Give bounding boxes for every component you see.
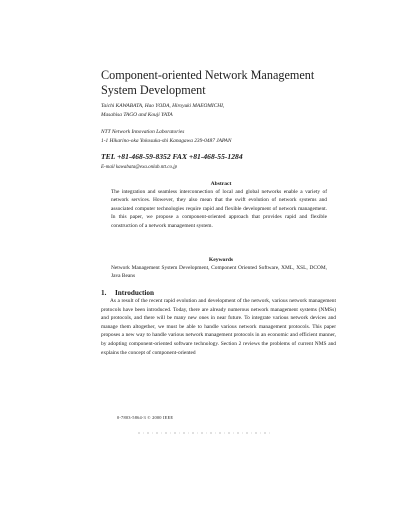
contact-phone-fax: TEL +81-468-59-8352 FAX +81-468-55-1284	[101, 152, 243, 161]
contact-email: E-mail kawabata@exa.onlab.ntt.co.jp	[101, 165, 178, 170]
keywords-heading: Keywords	[208, 257, 234, 263]
keywords-text: Network Management System Development, Component Oriented Software, XML, XSL, DCOM, Java Beans	[111, 265, 327, 280]
affiliation: NTT Network Innovation Laboratories 1-1 Hikarino-oka Yokosuka-shi Kanagawa 239-0487 JAPAN	[101, 129, 232, 144]
section-number: 1.	[101, 289, 107, 297]
introduction-text: As a result of the recent rapid evolution and development of the network, various network management protocols have been introduced. Today, there are already numerous network management systems (NMSs) and protocols, and there will be many new ones in near future. To integrate various network devices and manage them altogether, we must be able to handle various network management protocols. This paper proposes a new way to handle various network management protocols in an economic and efficient manner, by adopting component-oriented software technology. Section 2 reviews the problems of current NMS and explains the concept of component-oriented	[101, 298, 336, 356]
abstract-heading: Abstract	[210, 181, 232, 187]
copyright-footer: 0-7803-5864-3 © 2000 IEEE	[117, 415, 174, 420]
section-title: Introduction	[115, 289, 155, 297]
scan-artifact	[138, 432, 270, 434]
paper-title: Component-oriented Network Management System Development	[101, 68, 315, 97]
author-list: Taichi KAWABATA, Hao YODA, Hiroyuki MAEOMICHI, Masahisa TAGO and Kouji YATA	[101, 103, 225, 118]
abstract-text: The integration and seamless interconnection of local and global networks enable a variety of network services. However, they also mean that the swift evolution of network systems and associated computer technologies require rapid and flexible development of network management. In this paper, we propose a component-oriented approach that provides rapid and flexible construction of a network management system.	[111, 189, 327, 229]
